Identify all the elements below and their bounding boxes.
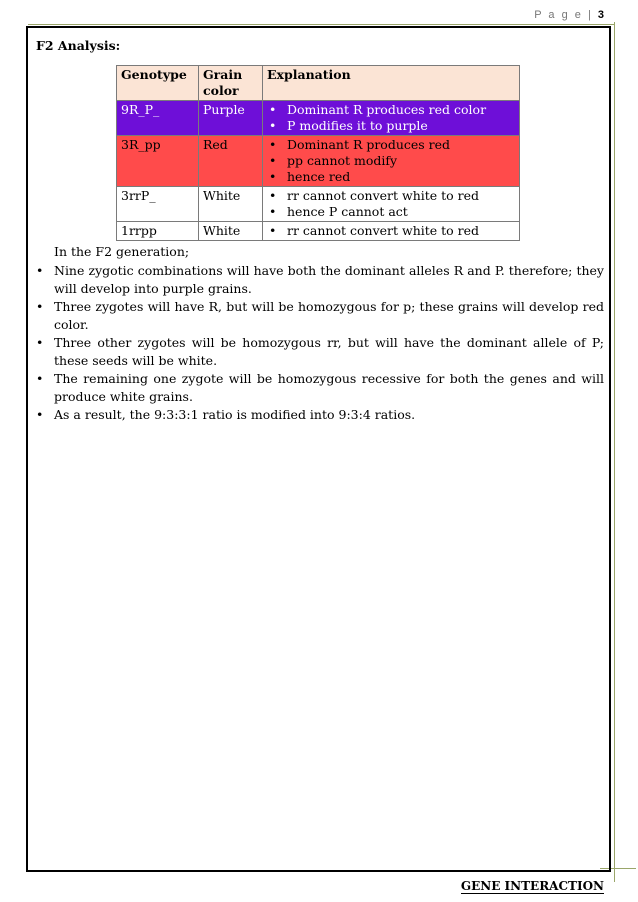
header-rule <box>28 24 614 25</box>
column-header-explanation: Explanation <box>263 66 520 101</box>
page-number: 3 <box>597 9 604 21</box>
page-header <box>534 9 604 21</box>
table-header-row <box>117 66 520 101</box>
explanation-item: • hence red <box>269 169 351 184</box>
color-cell: White <box>199 222 263 241</box>
explanation-item: • hence P cannot act <box>269 204 408 219</box>
table-row <box>117 187 520 222</box>
color-cell: Red <box>199 136 263 187</box>
explanation-cell <box>263 101 520 136</box>
column-header-grain-color: Grain color <box>199 66 263 101</box>
page-word: P a g e <box>534 9 583 21</box>
column-header-genotype: Genotype <box>117 66 199 101</box>
table-row <box>117 222 520 241</box>
section-title: F2 Analysis: <box>36 38 121 53</box>
list-item: • Three zygotes will have R, but will be homozygous for p; these grains will develop red color. <box>36 299 604 332</box>
footer-title: GENE INTERACTION <box>460 879 604 893</box>
body-text <box>36 243 604 424</box>
genotype-cell: 9R_P_ <box>117 101 199 136</box>
genotype-cell: 3R_pp <box>117 136 199 187</box>
explanation-cell <box>263 222 520 241</box>
explanation-item: • Dominant R produces red color <box>269 102 487 117</box>
table-row <box>117 101 520 136</box>
list-item: • As a result, the 9:3:3:1 ratio is modified into 9:3:4 ratios. <box>36 407 416 422</box>
explanation-item: • rr cannot convert white to red <box>269 223 480 238</box>
table-row <box>117 136 520 187</box>
intro-paragraph: In the F2 generation; <box>54 244 190 259</box>
list-item: • Nine zygotic combinations will have both the dominant alleles R and P. therefore; they will develop into purple grains. <box>36 263 604 296</box>
f2-table <box>116 65 520 241</box>
genotype-cell: 1rrpp <box>117 222 199 241</box>
decorative-vertical-line <box>614 22 615 882</box>
explanation-cell <box>263 187 520 222</box>
f2-bullet-list <box>36 262 604 424</box>
color-cell: Purple <box>199 101 263 136</box>
list-item: • Three other zygotes will be homozygous rr, but will have the dominant allele of P; these seeds will be white. <box>36 335 604 368</box>
explanation-item: • pp cannot modify <box>269 153 398 168</box>
page-separator: | <box>587 9 593 21</box>
color-cell: White <box>199 187 263 222</box>
genotype-cell: 3rrP_ <box>117 187 199 222</box>
explanation-item: • Dominant R produces red <box>269 137 451 152</box>
list-item: • The remaining one zygote will be homozygous recessive for both the genes and will produce white grains. <box>36 371 604 404</box>
explanation-item: • rr cannot convert white to red <box>269 188 480 203</box>
explanation-cell <box>263 136 520 187</box>
explanation-item: • P modifies it to purple <box>269 118 428 133</box>
